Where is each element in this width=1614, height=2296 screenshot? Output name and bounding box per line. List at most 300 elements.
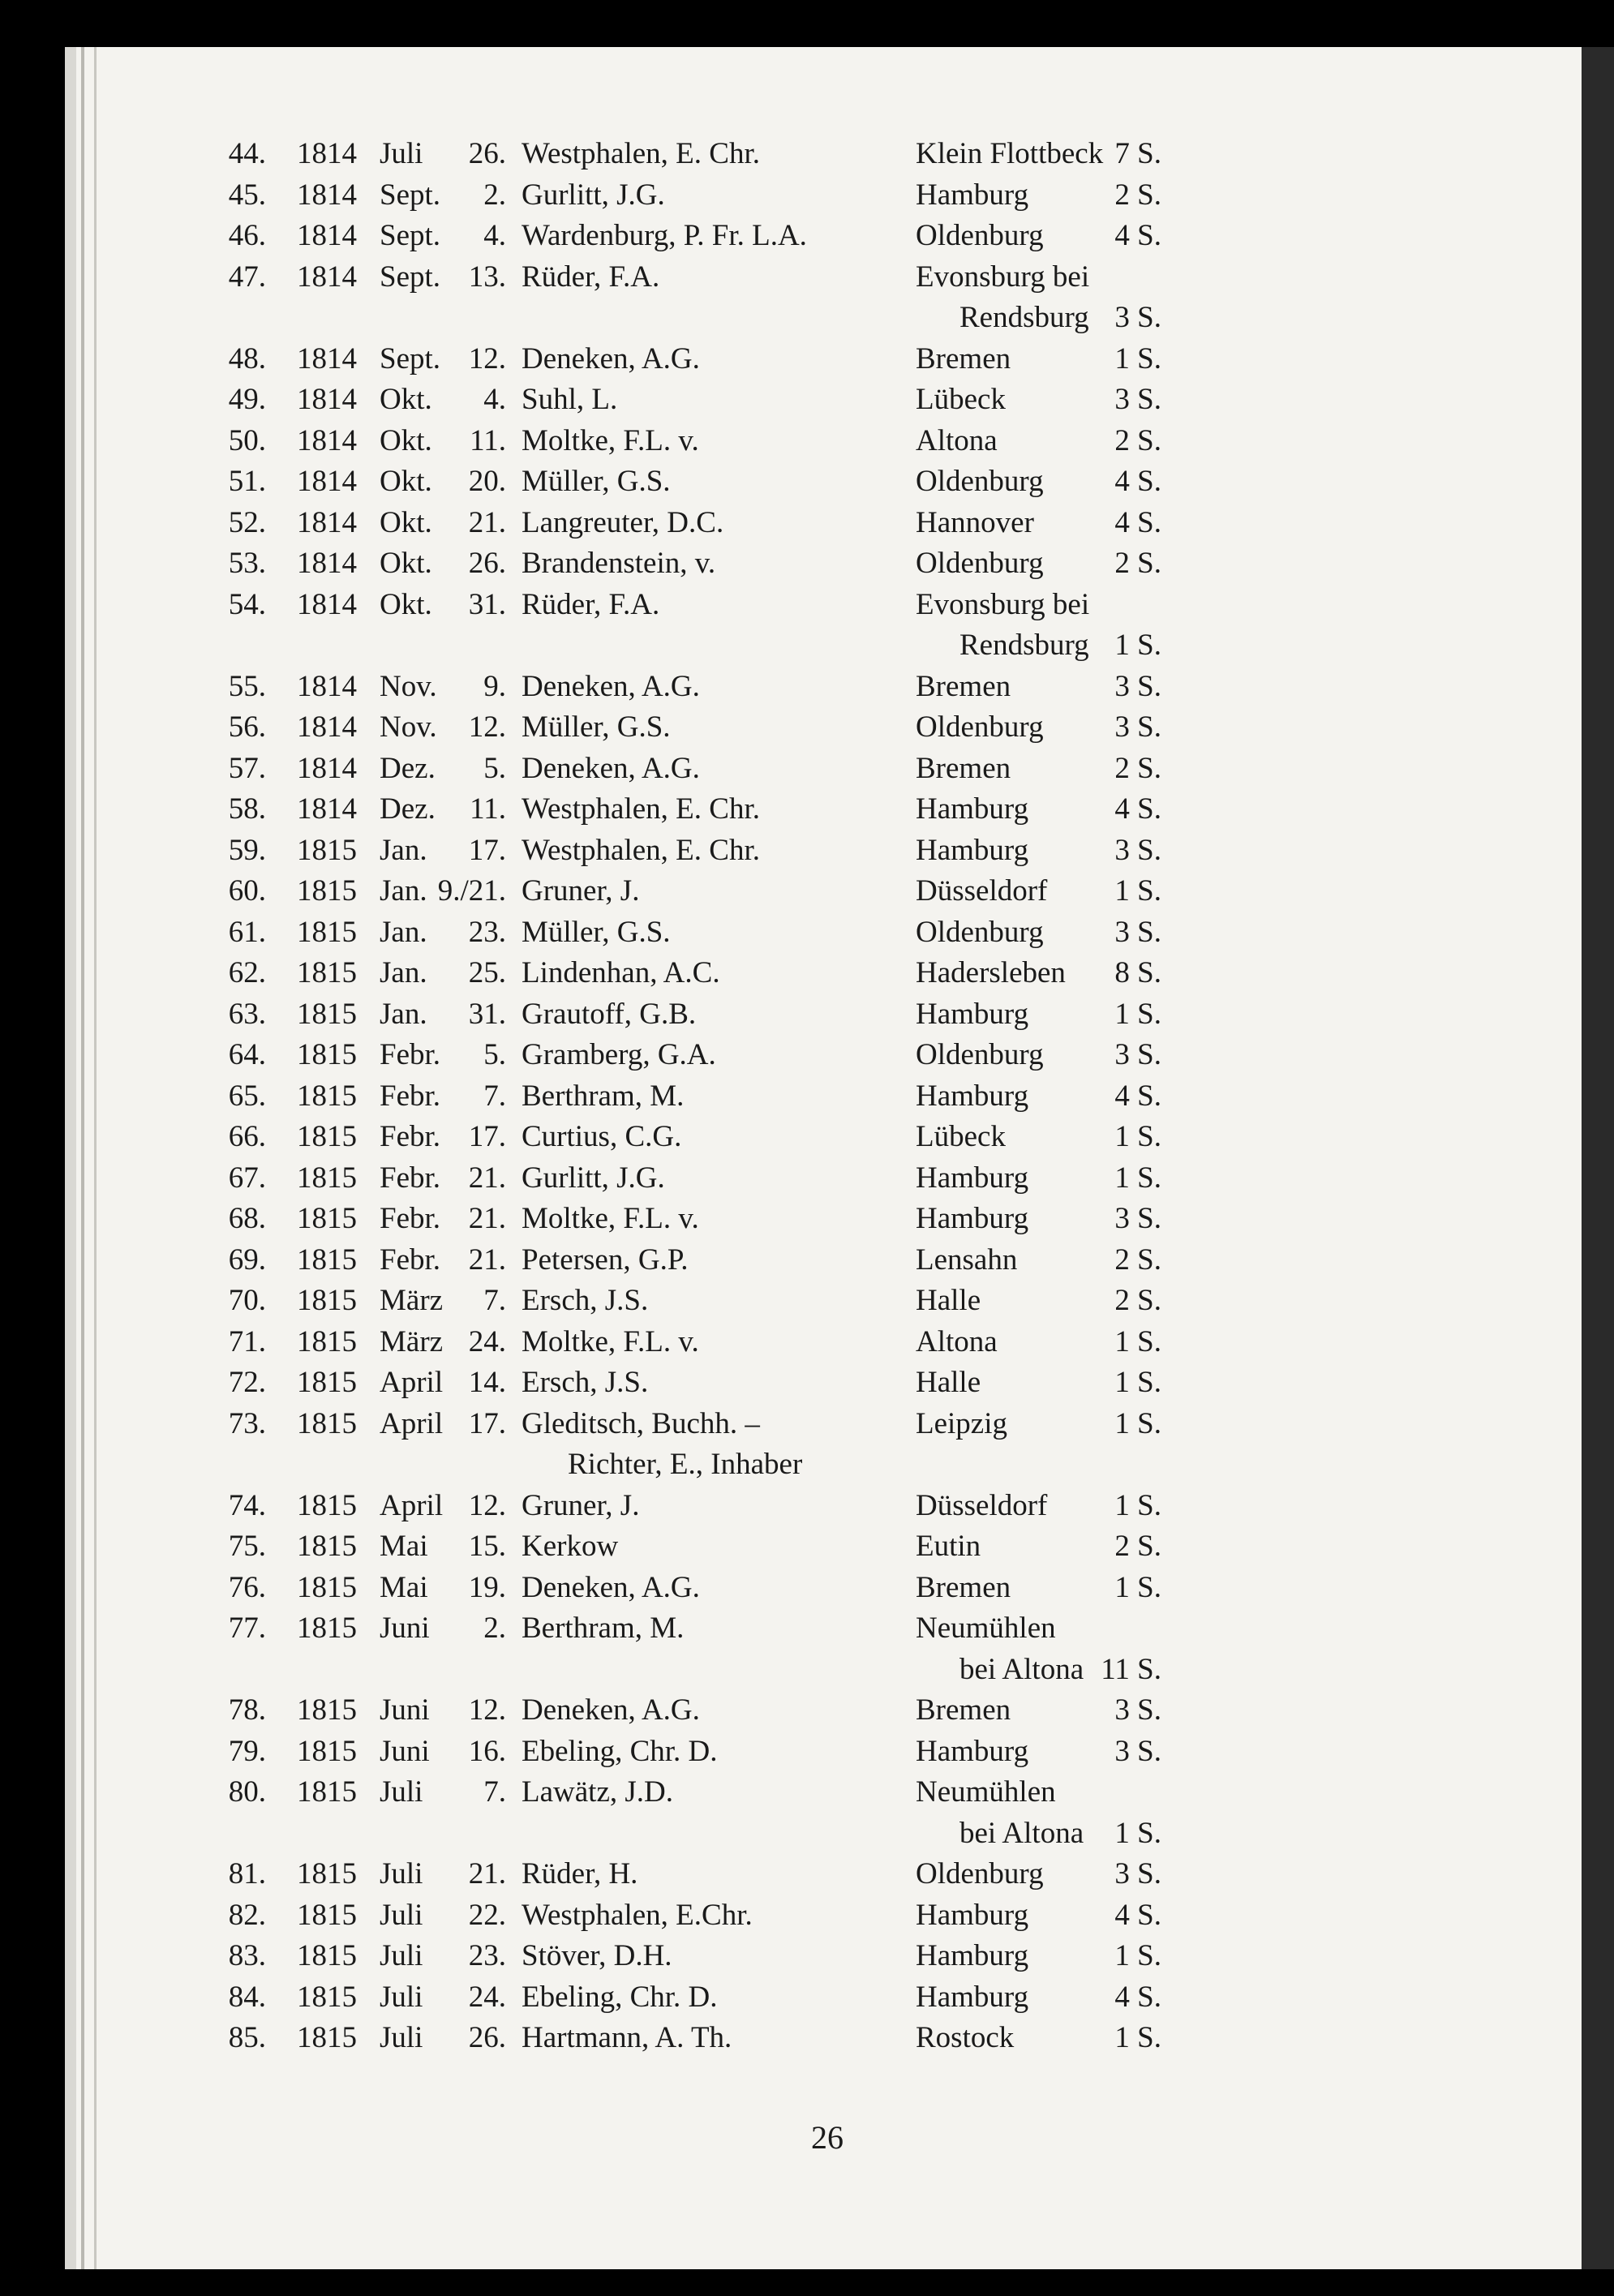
entry-month: Febr. <box>380 1242 441 1277</box>
entry-correspondent: Petersen, G.P. <box>522 1242 689 1277</box>
entry-day: 12. <box>468 1693 506 1727</box>
register-entry <box>0 585 1614 626</box>
entry-place: Oldenburg <box>916 915 1044 949</box>
entry-day: 2. <box>483 178 506 212</box>
entry-month: Sept. <box>380 341 441 376</box>
entry-place: Lübeck <box>916 1120 1006 1153</box>
entry-year: 1814 <box>297 751 357 785</box>
entry-correspondent: Deneken, A.G. <box>522 1693 700 1727</box>
entry-day: 22. <box>468 1898 506 1932</box>
entry-number: 50. <box>228 423 266 457</box>
entry-correspondent: Deneken, A.G. <box>522 1570 700 1604</box>
entry-day: 11. <box>470 423 506 457</box>
entry-day: 2. <box>483 1611 506 1645</box>
register-entry <box>0 421 1614 462</box>
entry-year: 1815 <box>297 997 357 1031</box>
register-entry-continuation <box>0 298 1614 339</box>
entry-year: 1815 <box>297 1038 357 1071</box>
register-entry <box>0 789 1614 830</box>
entry-correspondent: Gleditsch, Buchh. – <box>522 1406 760 1440</box>
entry-number: 46. <box>228 219 266 252</box>
entry-day: 20. <box>468 465 506 498</box>
entry-correspondent: Rüder, F.A. <box>522 260 660 294</box>
entry-correspondent: Gramberg, G.A. <box>522 1038 716 1071</box>
entry-page-count: 1 S. <box>1114 1161 1161 1195</box>
entry-place: Bremen <box>916 1570 1011 1604</box>
entry-correspondent: Moltke, F.L. v. <box>522 1324 699 1358</box>
entry-number: 61. <box>228 915 266 949</box>
entry-correspondent: Curtius, C.G. <box>522 1120 682 1153</box>
entry-month: Jan. <box>380 874 427 908</box>
entry-year: 1815 <box>297 1898 357 1932</box>
entry-page-count: 3 S. <box>1114 710 1161 744</box>
entry-day: 9./21. <box>437 874 506 908</box>
entry-place: Altona <box>916 423 998 457</box>
entry-number: 78. <box>228 1693 266 1727</box>
entry-day: 31. <box>468 997 506 1031</box>
entry-place: Rostock <box>916 2021 1015 2054</box>
register-entry-continuation <box>0 625 1614 667</box>
entry-day: 4. <box>483 219 506 252</box>
entry-month: April <box>380 1366 444 1399</box>
entry-day: 11. <box>470 792 506 826</box>
letter-register-list <box>0 134 1614 2059</box>
entry-year: 1814 <box>297 219 357 252</box>
entry-day: 7. <box>483 1284 506 1317</box>
entry-year: 1814 <box>297 669 357 703</box>
entry-month: Okt. <box>380 383 432 416</box>
entry-page-count: 1 S. <box>1114 1816 1161 1850</box>
entry-correspondent: Rüder, H. <box>522 1857 638 1890</box>
entry-day: 5. <box>483 1038 506 1071</box>
entry-day: 17. <box>468 1120 506 1153</box>
entry-year: 1815 <box>297 956 357 989</box>
entry-month: Febr. <box>380 1161 441 1195</box>
entry-number: 70. <box>228 1284 266 1317</box>
entry-number: 47. <box>228 260 266 294</box>
entry-year: 1814 <box>297 423 357 457</box>
entry-number: 54. <box>228 587 266 621</box>
entry-number: 65. <box>228 1079 266 1113</box>
entry-day: 12. <box>468 1488 506 1522</box>
entry-page-count: 4 S. <box>1114 219 1161 252</box>
register-entry <box>0 1281 1614 1322</box>
entry-correspondent: Ebeling, Chr. D. <box>522 1734 718 1768</box>
register-entry <box>0 1363 1614 1404</box>
entry-year: 1814 <box>297 587 357 621</box>
register-entry <box>0 1690 1614 1732</box>
entry-place: Klein Flottbeck <box>916 137 1104 170</box>
entry-month: Juli <box>380 1775 423 1809</box>
entry-page-count: 1 S. <box>1114 1939 1161 1972</box>
entry-place: Oldenburg <box>916 710 1044 744</box>
entry-year: 1815 <box>297 1079 357 1113</box>
entry-month: Febr. <box>380 1120 441 1153</box>
entry-month: Juni <box>380 1734 430 1768</box>
entry-correspondent: Westphalen, E. Chr. <box>522 833 760 867</box>
entry-page-count: 1 S. <box>1114 341 1161 376</box>
register-entry <box>0 1854 1614 1895</box>
entry-month: Jan. <box>380 997 427 1031</box>
register-entry <box>0 994 1614 1036</box>
entry-month: Mai <box>380 1570 428 1604</box>
entry-page-count: 3 S. <box>1114 1693 1161 1727</box>
entry-month: Juni <box>380 1611 430 1645</box>
entry-correspondent: Gruner, J. <box>522 1488 640 1522</box>
entry-place: Oldenburg <box>916 1038 1044 1071</box>
entry-year: 1815 <box>297 1980 357 2014</box>
entry-number: 75. <box>228 1530 266 1563</box>
register-entry <box>0 134 1614 175</box>
entry-place: Hamburg <box>916 1939 1029 1972</box>
register-entry <box>0 667 1614 708</box>
entry-day: 15. <box>468 1530 506 1563</box>
entry-correspondent: Gurlitt, J.G. <box>522 1161 665 1195</box>
entry-correspondent: Gurlitt, J.G. <box>522 178 665 212</box>
entry-day: 16. <box>468 1734 506 1768</box>
entry-correspondent: Deneken, A.G. <box>522 751 700 785</box>
entry-number: 51. <box>228 465 266 498</box>
entry-year: 1814 <box>297 505 357 539</box>
entry-number: 66. <box>228 1120 266 1153</box>
entry-month: Juli <box>380 137 423 170</box>
register-entry <box>0 1732 1614 1773</box>
entry-place-continued: bei Altona <box>959 1652 1084 1686</box>
entry-place: Lübeck <box>916 383 1006 416</box>
entry-number: 62. <box>228 956 266 989</box>
entry-page-count: 2 S. <box>1114 547 1161 580</box>
register-entry <box>0 257 1614 298</box>
entry-place: Evonsburg bei <box>916 260 1090 294</box>
entry-number: 56. <box>228 710 266 744</box>
entry-month: Febr. <box>380 1079 441 1113</box>
entry-number: 85. <box>228 2021 266 2054</box>
entry-number: 45. <box>228 178 266 212</box>
register-entry <box>0 543 1614 585</box>
entry-year: 1815 <box>297 1202 357 1235</box>
entry-month: Juli <box>380 2021 423 2054</box>
register-entry <box>0 1936 1614 1977</box>
entry-number: 63. <box>228 997 266 1031</box>
entry-month: Okt. <box>380 505 432 539</box>
entry-year: 1815 <box>297 1530 357 1563</box>
entry-month: Sept. <box>380 260 441 294</box>
entry-correspondent: Deneken, A.G. <box>522 669 700 703</box>
entry-month: Jan. <box>380 956 427 989</box>
entry-month: Okt. <box>380 547 432 580</box>
entry-month: Okt. <box>380 465 432 498</box>
entry-day: 24. <box>468 1980 506 2014</box>
entry-number: 72. <box>228 1366 266 1399</box>
entry-correspondent: Wardenburg, P. Fr. L.A. <box>522 219 807 252</box>
entry-place: Bremen <box>916 751 1011 785</box>
entry-correspondent: Ersch, J.S. <box>522 1366 649 1399</box>
entry-month: Dez. <box>380 751 436 785</box>
entry-place: Hadersleben <box>916 956 1066 989</box>
register-entry <box>0 1322 1614 1363</box>
entry-year: 1815 <box>297 1488 357 1522</box>
register-entry <box>0 175 1614 217</box>
entry-month: Mai <box>380 1530 428 1563</box>
entry-month: Juli <box>380 1857 423 1890</box>
entry-month: Juli <box>380 1980 423 2014</box>
entry-day: 19. <box>468 1570 506 1604</box>
entry-day: 13. <box>468 260 506 294</box>
entry-correspondent: Grautoff, G.B. <box>522 997 697 1031</box>
register-entry <box>0 1076 1614 1118</box>
entry-page-count: 1 S. <box>1114 629 1161 662</box>
entry-page-count: 1 S. <box>1114 1488 1161 1522</box>
entry-number: 82. <box>228 1898 266 1932</box>
entry-year: 1815 <box>297 1570 357 1604</box>
entry-number: 74. <box>228 1488 266 1522</box>
entry-month: Nov. <box>380 669 437 703</box>
entry-page-count: 1 S. <box>1114 1324 1161 1358</box>
entry-year: 1815 <box>297 833 357 867</box>
entry-page-count: 1 S. <box>1114 1120 1161 1153</box>
entry-number: 67. <box>228 1161 266 1195</box>
entry-place: Bremen <box>916 341 1011 376</box>
entry-year: 1815 <box>297 2021 357 2054</box>
register-entry <box>0 953 1614 994</box>
entry-day: 26. <box>468 547 506 580</box>
entry-year: 1815 <box>297 1775 357 1809</box>
register-entry <box>0 749 1614 790</box>
entry-day: 21. <box>468 1242 506 1277</box>
entry-year: 1815 <box>297 874 357 908</box>
register-entry <box>0 1240 1614 1281</box>
entry-place: Halle <box>916 1366 981 1399</box>
entry-year: 1815 <box>297 1324 357 1358</box>
entry-place: Hamburg <box>916 1734 1029 1768</box>
entry-place-continued: bei Altona <box>959 1816 1084 1850</box>
entry-day: 26. <box>468 2021 506 2054</box>
entry-day: 21. <box>468 1202 506 1235</box>
entry-day: 4. <box>483 383 506 416</box>
register-entry <box>0 707 1614 749</box>
entry-page-count: 2 S. <box>1114 1530 1161 1563</box>
entry-page-count: 2 S. <box>1114 423 1161 457</box>
entry-correspondent: Moltke, F.L. v. <box>522 1202 699 1235</box>
entry-number: 60. <box>228 874 266 908</box>
register-entry <box>0 830 1614 872</box>
entry-year: 1814 <box>297 547 357 580</box>
entry-place: Oldenburg <box>916 547 1044 580</box>
entry-number: 68. <box>228 1202 266 1235</box>
register-entry <box>0 1404 1614 1445</box>
entry-year: 1814 <box>297 465 357 498</box>
entry-page-count: 3 S. <box>1114 1734 1161 1768</box>
entry-year: 1815 <box>297 915 357 949</box>
entry-number: 73. <box>228 1406 266 1440</box>
entry-month: März <box>380 1324 444 1358</box>
entry-number: 64. <box>228 1038 266 1071</box>
entry-number: 58. <box>228 792 266 826</box>
entry-month: April <box>380 1406 444 1440</box>
entry-page-count: 2 S. <box>1114 1242 1161 1277</box>
entry-number: 44. <box>228 137 266 170</box>
entry-year: 1814 <box>297 341 357 376</box>
entry-day: 21. <box>468 1857 506 1890</box>
entry-page-count: 3 S. <box>1114 1038 1161 1071</box>
entry-year: 1815 <box>297 1284 357 1317</box>
entry-correspondent: Hartmann, A. Th. <box>522 2021 732 2054</box>
entry-page-count: 4 S. <box>1114 1079 1161 1113</box>
entry-year: 1815 <box>297 1120 357 1153</box>
entry-number: 77. <box>228 1611 266 1645</box>
register-entry <box>0 380 1614 421</box>
register-entry <box>0 1895 1614 1937</box>
entry-place: Evonsburg bei <box>916 587 1090 621</box>
entry-place: Hamburg <box>916 1202 1029 1235</box>
entry-page-count: 2 S. <box>1114 178 1161 212</box>
entry-month: Juli <box>380 1898 423 1932</box>
entry-correspondent: Lindenhan, A.C. <box>522 956 720 989</box>
register-entry <box>0 1608 1614 1650</box>
entry-page-count: 3 S. <box>1114 383 1161 416</box>
entry-day: 17. <box>468 833 506 867</box>
entry-month: Febr. <box>380 1202 441 1235</box>
entry-number: 81. <box>228 1857 266 1890</box>
entry-page-count: 4 S. <box>1114 505 1161 539</box>
entry-place: Hamburg <box>916 1898 1029 1932</box>
register-entry-continuation <box>0 1813 1614 1855</box>
entry-year: 1814 <box>297 178 357 212</box>
entry-month: Juli <box>380 1939 423 1972</box>
entry-number: 79. <box>228 1734 266 1768</box>
entry-page-count: 3 S. <box>1114 1202 1161 1235</box>
entry-page-count: 3 S. <box>1114 915 1161 949</box>
register-entry-continuation <box>0 1650 1614 1691</box>
register-entry <box>0 912 1614 954</box>
entry-place: Bremen <box>916 669 1011 703</box>
entry-place-continued: Rendsburg <box>959 301 1089 334</box>
entry-page-count: 3 S. <box>1114 1857 1161 1890</box>
entry-place: Oldenburg <box>916 1857 1044 1890</box>
register-entry <box>0 871 1614 912</box>
entry-place: Bremen <box>916 1693 1011 1727</box>
entry-year: 1814 <box>297 260 357 294</box>
entry-correspondent: Müller, G.S. <box>522 915 671 949</box>
entry-page-count: 2 S. <box>1114 1284 1161 1317</box>
entry-place: Hamburg <box>916 997 1029 1031</box>
entry-month: Febr. <box>380 1038 441 1071</box>
entry-day: 7. <box>483 1775 506 1809</box>
entry-correspondent: Rüder, F.A. <box>522 587 660 621</box>
entry-day: 14. <box>468 1366 506 1399</box>
entry-day: 12. <box>468 341 506 376</box>
entry-correspondent: Berthram, M. <box>522 1611 685 1645</box>
register-entry <box>0 1568 1614 1609</box>
entry-day: 25. <box>468 956 506 989</box>
entry-correspondent: Ebeling, Chr. D. <box>522 1980 718 2014</box>
entry-correspondent: Kerkow <box>522 1530 619 1563</box>
entry-day: 26. <box>468 137 506 170</box>
entry-place: Leipzig <box>916 1406 1008 1440</box>
entry-page-count: 3 S. <box>1114 669 1161 703</box>
entry-number: 80. <box>228 1775 266 1809</box>
entry-year: 1815 <box>297 1611 357 1645</box>
entry-correspondent: Müller, G.S. <box>522 710 671 744</box>
entry-place: Hamburg <box>916 1161 1029 1195</box>
entry-page-count: 1 S. <box>1114 874 1161 908</box>
entry-month: Sept. <box>380 178 441 212</box>
entry-correspondent: Langreuter, D.C. <box>522 505 724 539</box>
register-entry <box>0 2018 1614 2059</box>
entry-page-count: 4 S. <box>1114 1898 1161 1932</box>
entry-place: Halle <box>916 1284 981 1317</box>
entry-day: 21. <box>468 505 506 539</box>
entry-year: 1814 <box>297 383 357 416</box>
entry-day: 12. <box>468 710 506 744</box>
entry-place: Düsseldorf <box>916 874 1048 908</box>
entry-month: Juni <box>380 1693 430 1727</box>
entry-month: Dez. <box>380 792 436 826</box>
entry-day: 31. <box>468 587 506 621</box>
entry-correspondent-continued: Richter, E., Inhaber <box>568 1448 803 1481</box>
entry-month: Nov. <box>380 710 437 744</box>
entry-place: Düsseldorf <box>916 1488 1048 1522</box>
entry-number: 76. <box>228 1570 266 1604</box>
entry-place: Hamburg <box>916 178 1029 212</box>
entry-day: 21. <box>468 1161 506 1195</box>
entry-year: 1815 <box>297 1734 357 1768</box>
entry-place: Neumühlen <box>916 1775 1056 1809</box>
register-entry-continuation <box>0 1444 1614 1486</box>
register-entry <box>0 339 1614 380</box>
entry-page-count: 11 S. <box>1101 1652 1161 1686</box>
register-entry <box>0 1117 1614 1158</box>
entry-year: 1815 <box>297 1939 357 1972</box>
entry-number: 84. <box>228 1980 266 2014</box>
entry-year: 1814 <box>297 710 357 744</box>
entry-year: 1815 <box>297 1161 357 1195</box>
entry-number: 49. <box>228 383 266 416</box>
entry-correspondent: Westphalen, E. Chr. <box>522 137 760 170</box>
entry-page-count: 1 S. <box>1114 1406 1161 1440</box>
entry-page-count: 1 S. <box>1114 1570 1161 1604</box>
entry-correspondent: Müller, G.S. <box>522 465 671 498</box>
register-entry <box>0 1526 1614 1568</box>
entry-month: Okt. <box>380 587 432 621</box>
entry-correspondent: Lawätz, J.D. <box>522 1775 673 1809</box>
entry-correspondent: Westphalen, E. Chr. <box>522 792 760 826</box>
register-entry <box>0 461 1614 503</box>
entry-page-count: 4 S. <box>1114 792 1161 826</box>
entry-correspondent: Brandenstein, v. <box>522 547 716 580</box>
entry-number: 59. <box>228 833 266 867</box>
entry-day: 9. <box>483 669 506 703</box>
entry-correspondent: Westphalen, E.Chr. <box>522 1898 753 1932</box>
entry-number: 57. <box>228 751 266 785</box>
entry-page-count: 8 S. <box>1114 956 1161 989</box>
entry-month: Jan. <box>380 915 427 949</box>
entry-place: Hamburg <box>916 833 1029 867</box>
entry-page-count: 7 S. <box>1114 137 1161 170</box>
register-entry <box>0 1977 1614 2019</box>
entry-page-count: 3 S. <box>1114 833 1161 867</box>
entry-day: 24. <box>468 1324 506 1358</box>
entry-year: 1815 <box>297 1693 357 1727</box>
entry-place: Hamburg <box>916 1980 1029 2014</box>
entry-page-count: 4 S. <box>1114 465 1161 498</box>
entry-correspondent: Moltke, F.L. v. <box>522 423 699 457</box>
register-entry <box>0 216 1614 257</box>
register-entry <box>0 1772 1614 1813</box>
entry-number: 52. <box>228 505 266 539</box>
entry-correspondent: Stöver, D.H. <box>522 1939 672 1972</box>
entry-year: 1815 <box>297 1366 357 1399</box>
